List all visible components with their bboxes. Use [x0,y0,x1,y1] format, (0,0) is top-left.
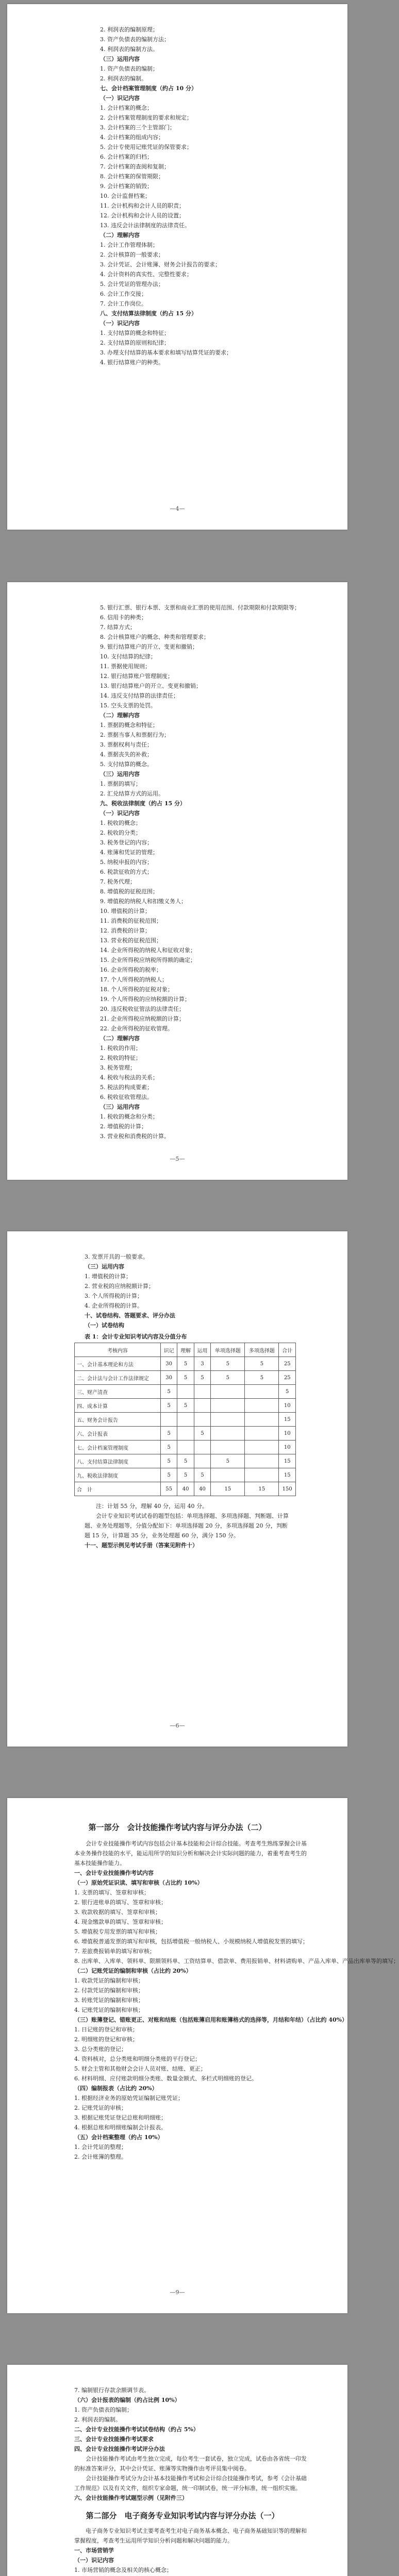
text-line: 11. 会计机构和会计人员的职责； [100,202,185,209]
table-header-cell: 单项选择题 [211,1343,245,1357]
text-line: 1. 税收的作用； [100,1045,141,1052]
page-number: —9— [170,2289,185,2296]
text-line: 5. 会计专使用记账凭证的保管要求； [100,144,192,150]
text-line: 8. 会计核算账户的概念、种类和管理要求； [100,634,209,640]
text-line: 8. 增值税的征税范围； [100,888,158,895]
text-line: 2. 记账凭证的审核； [74,2105,127,2111]
value-cell: 15 [279,1468,296,1482]
text-line: 4. 会计档案的组成内容； [100,134,164,141]
row-label-cell: 合 计 [75,1482,161,1496]
section-title: 第一部分 会计技能操作考试内容与评分办法（二） [88,1823,267,1832]
text-line: 注：计划 55 分，理解 40 分，运用 40 分。 [96,1503,208,1510]
section-heading: （三）运用内容 [100,771,140,777]
row-label-cell: 九、税收法律制度 [75,1468,161,1482]
text-line: 3. 税务登记的内容； [100,839,153,846]
text-line: 2. 利润表的编制。 [100,75,147,82]
value-cell: 30 [160,1371,177,1385]
text-line: 5. 银行汇票、银行本票、支票和商业汇票的使用范围、付款期限和付款期限等； [100,604,300,611]
document-page-1 [7,4,347,530]
text-line: 会计技能操作考试分为会计基本技能操作考试和会计综合技能操作考试，参考《会计基础工作规范》以及有关文件，组织专家命题，统一印制试卷，统一评分标准，统一组织实施。 [74,2475,307,2492]
table-header-cell: 识记 [160,1343,177,1357]
table-row [75,1357,296,1371]
text-line: 1. 税收的概念； [100,820,141,826]
table-row [75,1440,296,1454]
value-cell: 5 [177,1371,194,1385]
value-cell: 5 [194,1371,210,1385]
value-cell: 5 [194,1427,210,1440]
text-line: 4. 现金缴款单的填写、签章和审核； [74,1919,167,1925]
section-heading: （二）理解内容 [100,232,140,239]
page-body [74,2385,311,2576]
text-line: 2. 营业税的应纳税额计算； [85,1283,154,1290]
text-line: 4. 会计资料的真实性、完整性要求； [100,271,192,278]
value-cell [177,1385,194,1399]
value-cell [211,1385,245,1399]
table-row [75,1482,296,1496]
text-line: 2. 汇兑结算方式的运用。 [100,790,164,797]
value-cell [177,1427,194,1440]
section-heading: 十、试卷结构、答题要求、评分办法 [85,1312,175,1319]
value-cell [211,1399,245,1413]
text-line: 3. 会计凭证、会计账簿、财务会计报告的要求； [100,261,221,268]
section-heading: （一）试卷结构 [85,1322,124,1329]
text-line: 1. 支票的填写、签章和审核； [74,1889,149,1896]
row-label-cell: 二、会计法与会计工作法律规定 [75,1371,161,1385]
text-line: 1. 支付结算的概念和特征； [100,330,170,336]
text-line: 2. 票据当事人和票据行为； [100,732,170,738]
document-page-4 [7,1798,399,2313]
text-line: 3. 会计档案的三个主管部门； [100,124,175,131]
text-line: 1. 市场营销的概念及相关的核心概念； [74,2567,172,2573]
text-line: 1. 增值税的计算； [85,1273,131,1280]
text-line: 4. 根据总账和明细账编制会计报表。 [74,2124,167,2131]
text-line: 21. 企业所得税应纳税额的计算； [100,1015,185,1022]
row-label-cell: 七、会计档案管理制度 [75,1440,161,1454]
text-line: 6. 信用卡的种类； [100,614,147,621]
document-page-5 [7,2365,347,2576]
text-line: 1. 会计档案的概念； [100,105,153,111]
text-line: 18. 个人所得税的征税对象； [100,986,173,993]
section-title: 第二部分 电子商务专业知识考试内容与评分办法（一） [86,2511,279,2520]
text-line: 7. 会计档案的查阅和复制； [100,163,170,170]
table-header-cell: 运用 [194,1343,210,1357]
text-line: 15. 空头支票的处罚。 [100,702,156,709]
text-line: 3. 资产负债表的编制方法； [100,36,170,43]
value-cell: 40 [194,1482,210,1496]
section-heading: （五）会计档案整理（约占 10%） [74,2134,163,2141]
text-line: 13. 营业税的征税范围； [100,937,162,944]
text-line: 1. 票据的填写； [100,781,141,787]
value-cell: 15 [279,1454,296,1468]
value-cell [194,1454,210,1468]
text-line: 1. 票据的概念和特征； [100,722,158,728]
value-cell: 5 [177,1468,194,1482]
text-line: 4. 税收与税法的关系； [100,1074,158,1081]
text-line: 3. 发票开具的一般要求。 [85,1253,148,1260]
table-row [75,1413,296,1427]
text-line: 19. 个人所得税的应纳税额的计算； [100,996,190,1003]
section-heading: 九、税收法律制度（约占 15 分） [100,800,186,807]
table-row [75,1454,296,1468]
value-cell [245,1413,279,1427]
value-cell: 30 [160,1357,177,1371]
value-cell: 5 [211,1357,245,1371]
text-line: 16. 企业所得税的税率； [100,967,162,973]
section-heading: 十一、题型示例见考试手册（答案见附件十） [85,1542,198,1549]
value-cell [245,1454,279,1468]
table-row [75,1399,296,1413]
text-line: 6. 增值税普通发票的填写和审核，包括增值税一般纳税人、小规模纳税人增值税发票的填写； [74,1938,308,1945]
text-line: 20. 违反税收征管法的法律责任； [100,1006,185,1012]
value-cell [245,1399,279,1413]
text-line: 4. 账簿和凭证的管理； [100,849,158,856]
text-line: 11. 票据使用规则； [100,663,151,670]
text-line: 7. 税务代理； [100,878,136,885]
value-cell: 5 [177,1454,194,1468]
value-cell: 5 [177,1357,194,1371]
text-line: 1. 会计工作管理体制； [100,242,158,248]
text-line: 8. 出库单、入库单、领料单、限额领料单、工资结算单、借款单、费用报销单、材料请购单、产品入库单、产品出库单等的填写； [74,1958,399,1964]
document-page-3 [7,1231,347,1747]
value-cell: 10 [279,1427,296,1440]
table-header-row [75,1343,296,1357]
row-label-cell: 六、会计报表 [75,1427,161,1440]
text-line: 12. 银行结算账户管理制度； [100,673,173,680]
section-heading: 一、市场营销学 [74,2547,114,2554]
text-line: 2. 支付结算的原则和纪律； [100,340,170,346]
section-heading: （一）识记内容 [100,320,140,327]
value-cell: 15 [279,1413,296,1427]
text-line: 6. 会计工作交接； [100,291,147,297]
section-heading: 八、支付结算法律制度（约占 15 分） [100,310,197,317]
text-line: 3. 总分类账的登记； [74,2046,127,2053]
text-line: 12. 会计机构和会计人员的设置； [100,212,185,219]
text-line: 2. 利润表的编制原理； [100,26,158,33]
text-line: 4. 企业所得税的计算。 [85,1302,143,1309]
table-row [75,1427,296,1440]
text-line: 5. 支付结算的概念。 [100,761,153,768]
value-cell: 10 [279,1399,296,1413]
table-header-cell: 多项选择题 [245,1343,279,1357]
value-cell: 5 [245,1357,279,1371]
value-cell [160,1413,177,1427]
text-line: 3. 办理支付结算的基本要求和填写结算凭证的要求； [100,349,232,356]
table-row [75,1468,296,1482]
row-label-cell: 四、成本计算 [75,1399,161,1413]
value-cell [245,1385,279,1399]
text-line: 1. 资产负债表的编制； [74,2406,132,2413]
section-heading: 三、会计专业技能操作考试要求 [74,2436,154,2443]
text-line: 2. 税收的分类； [100,829,141,836]
text-line: 2. 会计核算的一般要求； [100,251,164,258]
section-heading: （一）原始凭证识读、填写和审核（占比约 10%） [74,1879,203,1886]
value-cell: 25 [279,1357,296,1371]
value-cell: 55 [160,1482,177,1496]
section-heading: （四）编制报表（占比约 20%） [74,2085,158,2092]
row-label-cell: 八、支付结算法律制度 [75,1454,161,1468]
value-cell: 10 [279,1440,296,1454]
text-line: 10. 支付结算的纪律； [100,653,156,660]
text-line: 14. 违反支付结算的法律责任； [100,692,179,699]
section-heading: 四、会计专业技能操作考试评分办法 [74,2446,165,2452]
value-cell [177,1440,194,1454]
text-line: 5. 增值税专用发票的填写和审核； [74,1928,161,1935]
text-line: 3. 税务管理； [100,1064,136,1071]
text-line: 5. 财会主管和其他财会会计人员对账、结账、更正； [74,2065,206,2072]
text-line: 4. 银行结算账户的种类。 [100,359,164,366]
value-cell: 5 [211,1454,245,1468]
text-line: 6. 税款征收的方式； [100,869,153,875]
value-cell: 5 [245,1371,279,1385]
text-line: 7. 会计工作岗位。 [100,300,147,307]
page-body [100,25,291,367]
value-cell: 5 [211,1371,245,1385]
section-heading: （一）识记内容 [74,2557,114,2564]
table-header-cell: 理解 [177,1343,194,1357]
text-line: 2. 利润表的编制。 [74,2416,121,2423]
text-line: 17. 个人所得税的纳税人； [100,976,168,983]
value-cell: 25 [279,1371,296,1385]
text-line: 6. 税收征收管理法。 [100,1094,153,1100]
text-line: 电子商务专业知识考试主要考查考生对电子商务基本概念、电子商务基础知识等的理解和掌握程度，考查考生运用所学知识分析问题和解决问题的能力。 [74,2528,307,2544]
value-cell: 40 [177,1482,194,1496]
text-line: 15. 企业所得税应纳税所得额的确定； [100,957,196,963]
value-cell [245,1468,279,1482]
text-line: 会计专业技能操作考试内容包括会计基本技能和会计综合技能。考查考生熟练掌握会计基本业务操作技能的水平，能运用所学的知识分析和解决会计实际问题的能力，着重考查考生的基本技能操作能力。 [74,1840,307,1867]
text-line: 5. 纳税申报的内容； [100,859,153,866]
text-line: 3. 收款收据的填写、签章和审核； [74,1909,161,1916]
score-distribution-table [74,1343,296,1496]
value-cell [211,1440,245,1454]
page-body-bottom [85,1501,291,1550]
text-line: 会计专业知识考试试卷的题型包括：单项选择题、多项选择题、判断题、计算题、业务处理题等，分值分配如下：单项选择题 20 分，多项选择题 20 分，判断题 15 分，计算题 35 分，业务处理题 60 分，满分 150 分。 [85,1513,289,1539]
page-body-top [85,1252,291,1330]
value-cell [245,1427,279,1440]
value-cell: 5 [160,1427,177,1440]
text-line: 4. 资料核对，总分类账和明细分类账的平行登记； [74,2056,201,2062]
text-line: 6. 会计档案的归档； [100,154,153,160]
section-heading: （二）理解内容 [100,712,140,719]
value-cell [211,1427,245,1440]
value-cell [177,1413,194,1427]
text-line: 22. 企业所得税的征收管理。 [100,1025,173,1032]
text-line: 7. 结算方式； [100,624,136,631]
table-header-cell: 合计 [279,1343,296,1357]
page-number: —5— [170,1156,185,1162]
text-line: 3. 根据记账凭证登记总账和明细账； [74,2114,167,2121]
section-heading: （三）账簿登记、错账更正、对账和结账（包括账簿启用和账簿格式的选择等，月结和年结）（占比约 40%） [74,2016,348,2023]
section-heading: （三）运用内容 [85,1263,124,1270]
document-page-2 [7,582,347,1180]
text-line: 1. 会计凭证的整理； [74,2144,127,2150]
value-cell: 5 [160,1399,177,1413]
text-line: 10. 会计监督档案； [100,193,151,199]
text-line: 4. 票据丧失的补救； [100,751,153,758]
text-line: 12. 消费税的计算； [100,927,151,934]
text-line: 1. 根据经济业务的原始凭证编制记账凭证； [74,2095,184,2102]
value-cell: 5 [160,1454,177,1468]
value-cell [194,1413,210,1427]
text-line: 2. 增值税的计算； [100,1123,147,1130]
section-heading: 七、会计档案管理制度（约占 10 分） [100,85,197,92]
value-cell [194,1440,210,1454]
value-cell [194,1399,210,1413]
row-label-cell: 一、会计基本理论和方法 [75,1357,161,1371]
page-number: —6— [170,1722,185,1729]
text-line: 10. 增值税的计算； [100,908,151,914]
text-line: 1. 资产负债表的编制； [100,65,158,72]
value-cell [194,1385,210,1399]
text-line: 11. 消费税的征税范围； [100,918,162,924]
section-heading: （一）识记内容 [100,810,140,817]
text-line: 1. 税收的概念和分类； [100,1113,158,1120]
section-heading: （一）识记内容 [100,95,140,101]
section-heading: 六、会计技能操作考试题型示例（见附件三） [74,2495,188,2501]
text-line: 8. 会计档案的保管期限； [100,173,164,180]
value-cell: 5 [177,1399,194,1413]
text-line: 2. 明细账的登记和审核； [74,2036,138,2043]
section-heading: （二）记账凭证的编制和审核（占比约 20%） [74,1968,192,1974]
value-cell: 150 [279,1482,296,1496]
section-heading: 一、会计专业技能操作考试内容 [74,1870,154,1876]
section-heading: （二）理解内容 [100,1035,140,1042]
value-cell [211,1468,245,1482]
page-number: —4— [170,505,185,512]
text-line: 会计技能操作考试由考生独立完成，每位考生一套试卷，独立完成，试卷由各省统一印发的标准答案评分，其中会计凭证、账簿等实物操作由考评员集中阅卷。 [74,2455,307,2472]
text-line: 13. 违反会计法律制度的法律责任。 [100,222,190,229]
value-cell: 15 [245,1482,279,1496]
text-line: 2. 银行进账单的填写、签章和审核； [74,1899,167,1906]
text-line: 3. 营业税和消费税的计算。 [100,1133,170,1140]
table-row [75,1385,296,1399]
value-cell: 3 [194,1357,210,1371]
text-line: 2. 税收的特征； [100,1055,141,1061]
text-line: 3. 转账凭证的编制和审核； [74,1997,144,2004]
text-line: 9. 银行结算账户的开立、变更和撤销； [100,643,198,650]
text-line: 14. 企业所得税的纳税人和征收对象； [100,947,196,954]
value-cell: 5 [160,1385,177,1399]
value-cell [211,1413,245,1427]
text-line: 5. 会计凭证的管理办法； [100,281,164,287]
text-line: 2. 付款凭证的编制和审核； [74,1987,144,1994]
value-cell: 5 [160,1468,177,1482]
text-line: 2. 会计账簿的整理。 [74,2154,127,2160]
section-heading: （三）运用内容 [100,1104,140,1110]
value-cell: 15 [211,1482,245,1496]
page-body [100,603,300,1141]
section-heading: （六）会计报表的编制（约占比例 10%） [74,2397,180,2403]
value-cell: 5 [279,1385,296,1399]
text-line: 9. 增值税的纳税人和扣缴义务人； [100,898,187,905]
text-line: 7. 差旅费报销单的填写和审核； [74,1948,155,1955]
text-line: 1. 收款凭证的编制和审核； [74,1977,144,1984]
table-row [75,1371,296,1385]
text-line: 1. 日记账的登记和审核； [74,2026,138,2033]
value-cell: 5 [160,1440,177,1454]
text-line: 9. 会计档案的销毁； [100,183,153,190]
text-line: 7. 编制银行存款余额调节表。 [74,2387,149,2394]
text-line: 2. 会计档案管理制度的要求和规定； [100,114,192,121]
value-cell: 5 [194,1468,210,1482]
text-line: 3. 票据权利与责任； [100,741,153,748]
page-body [74,1839,399,2162]
table-header-cell: 考核内容 [75,1343,161,1357]
text-line: 4. 记账凭证的编制和审核； [74,2007,144,2013]
value-cell [245,1440,279,1454]
row-label-cell: 三、财产清查 [75,1385,161,1399]
section-heading: （三）运用内容 [100,56,140,62]
row-label-cell: 五、财务会计报告 [75,1413,161,1427]
text-line: 4. 利润表的编制方法。 [100,46,158,53]
text-line: 13. 银行结算账户的开立、变更和撤销； [100,683,202,689]
table-caption: 表 1：会计专业知识考试内容及分值分布 [85,1333,187,1340]
text-line: 6. 材料明细、应付账款明细分类账、数量金额式、多栏式明细账的登记。 [74,2075,257,2082]
text-line: 5. 税法的构成要素； [100,1084,153,1091]
section-heading: 二、会计专业技能操作考试试卷结构（约占 5%） [74,2426,199,2433]
text-line: 3. 个人所得税的计算； [85,1293,143,1299]
